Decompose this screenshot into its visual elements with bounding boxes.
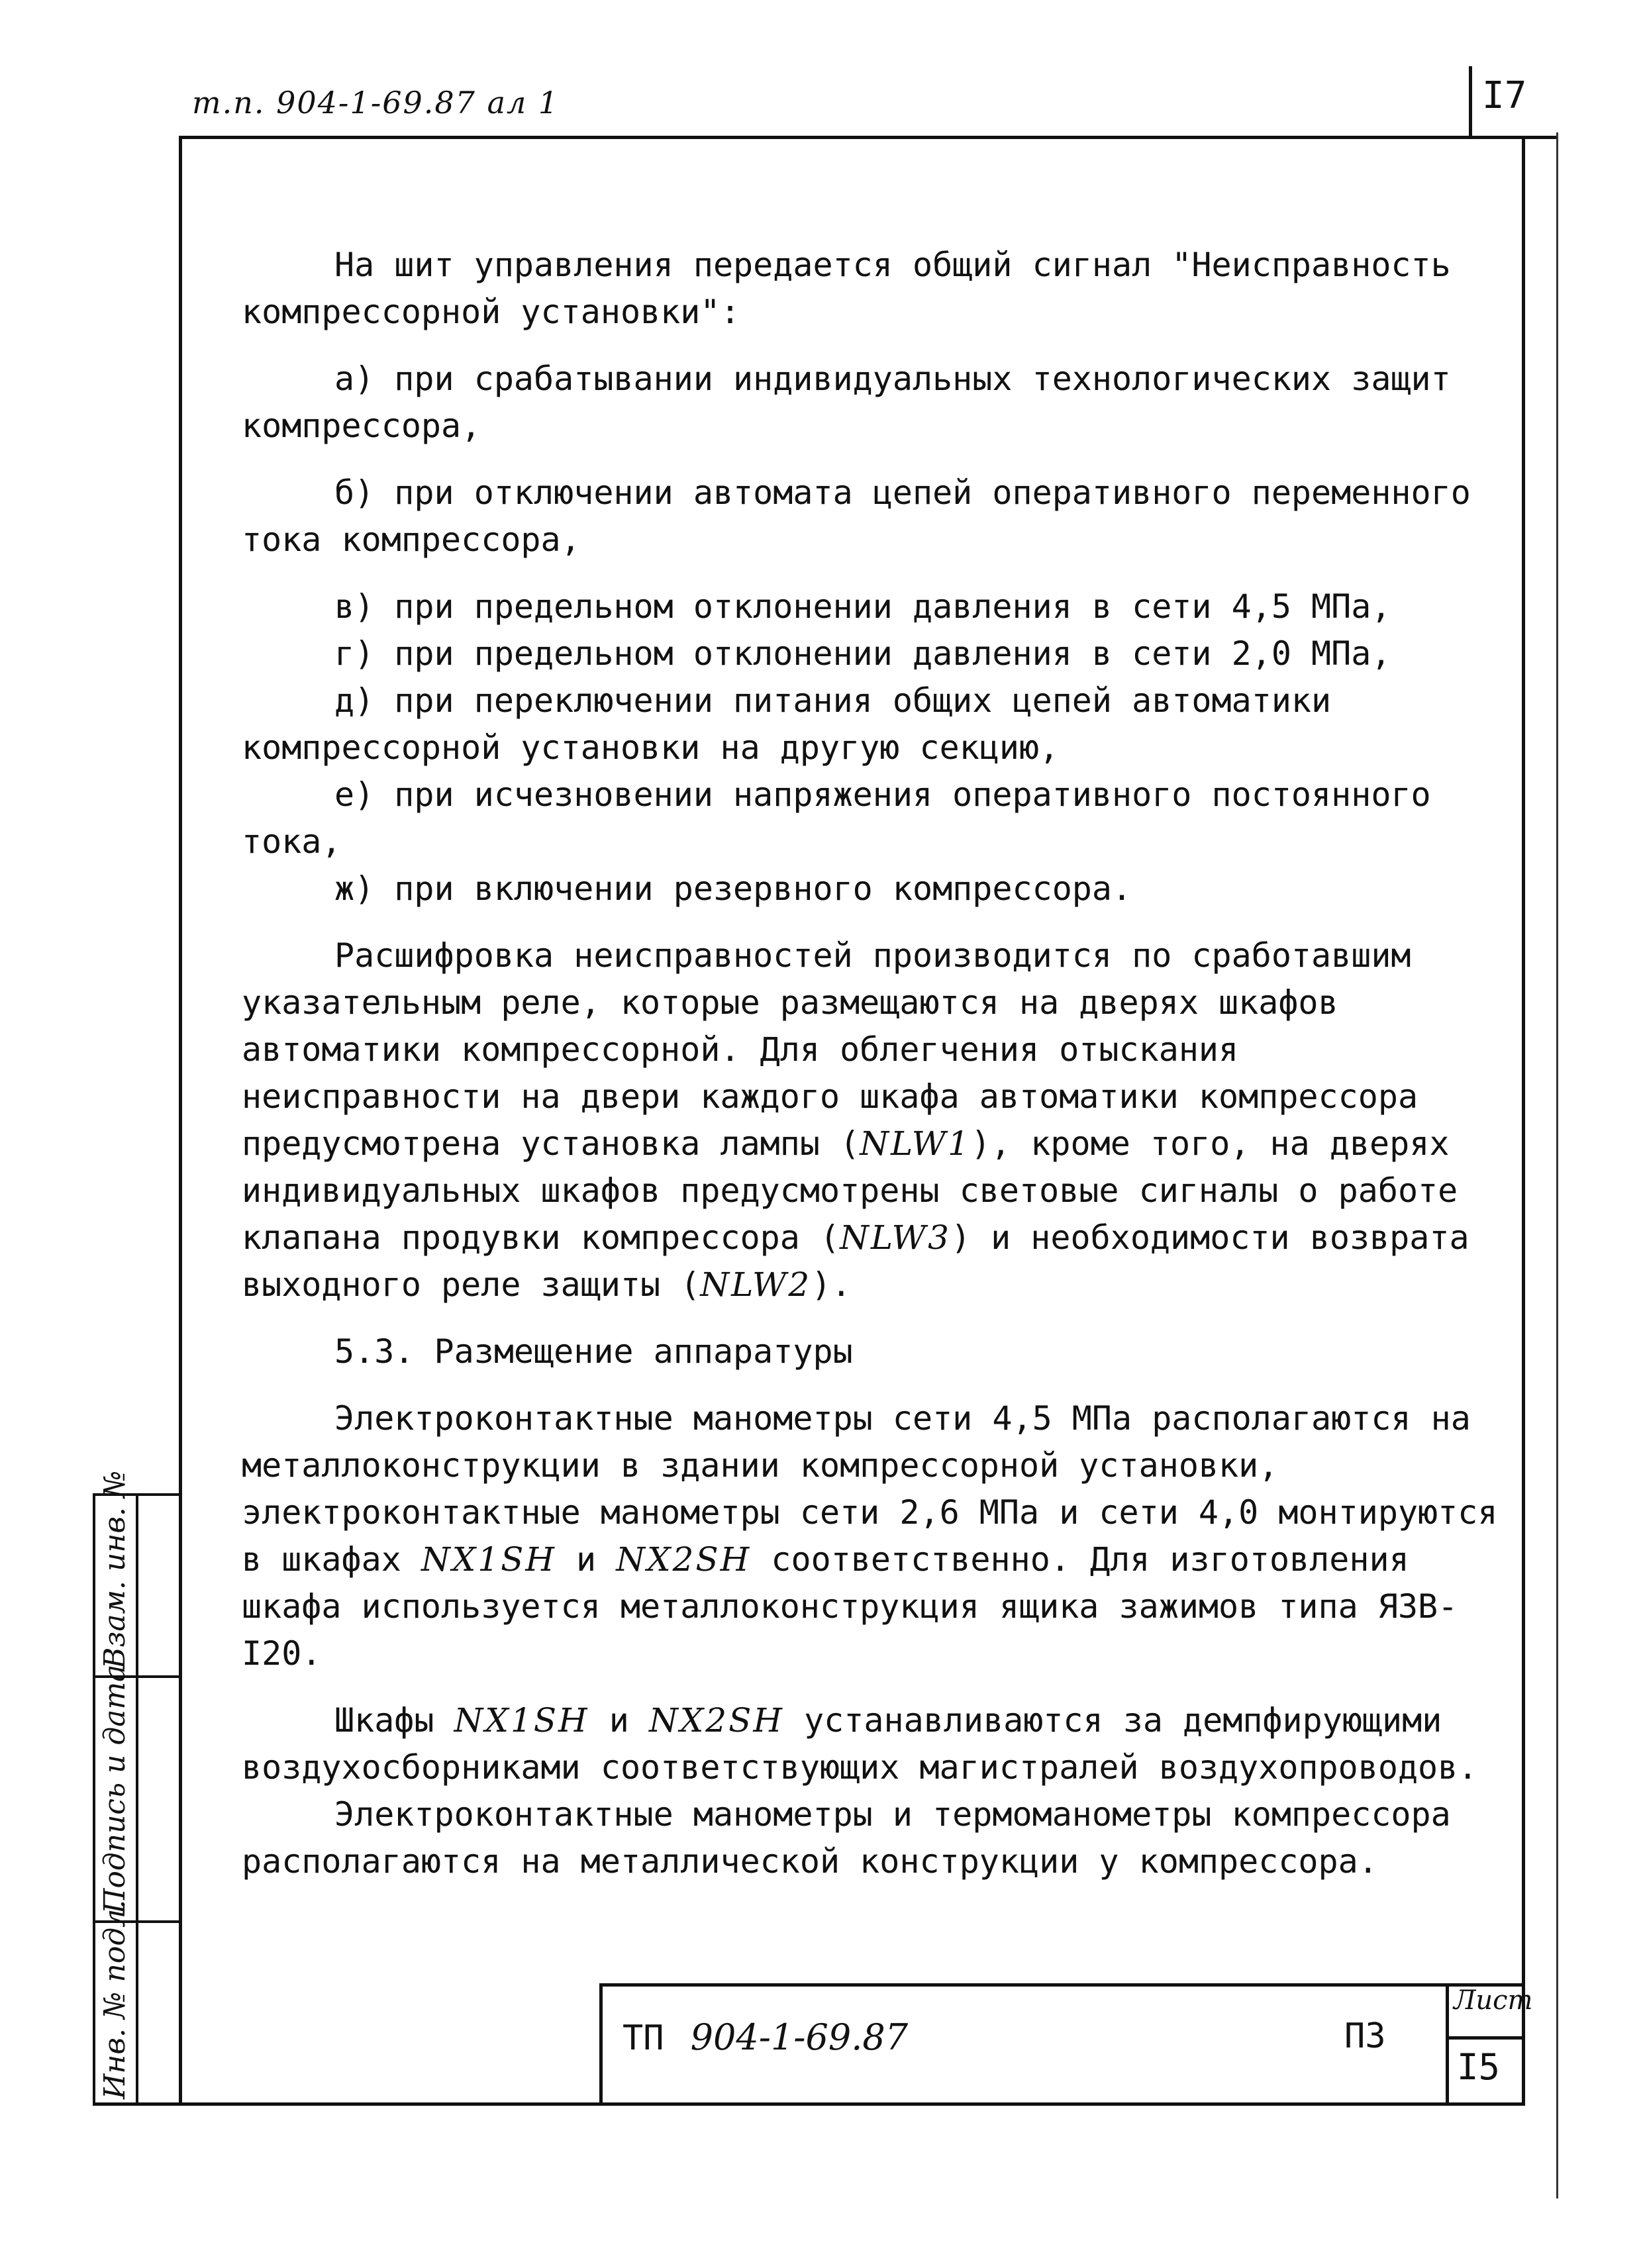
- list-item: б) при отключении автомата цепей оперативного переменного тока компрессора,: [242, 473, 1471, 559]
- list-item: г) при предельном отклонении давления в сети 2,0 МПа,: [334, 634, 1391, 673]
- text-run: устанавливаются за демпфирующими воздухосборниками соответствующих магистралей воздухопроводов.: [242, 1701, 1478, 1787]
- code-nlw2: NLW2: [700, 1265, 812, 1304]
- title-block-section: ПЗ: [1344, 2016, 1386, 2056]
- title-block-top-line: [599, 1983, 1525, 1987]
- document-body: [242, 242, 1500, 1885]
- list-item: ж) при включении резервного компрессора.: [334, 869, 1132, 908]
- paragraph-compressor-gauges: Электроконтактные манометры и термоманометры компрессора располагаются на металлической конструкции у компрессора.: [242, 1795, 1451, 1881]
- title-block-sheet-label: Лист: [1454, 1985, 1533, 2016]
- paragraph-signal-intro: На шит управления передается общий сигнал "Неисправность компрессорной установки":: [242, 246, 1451, 331]
- text-run: Шкафы: [334, 1701, 454, 1740]
- code-nx1sh: NX1SH: [454, 1701, 589, 1740]
- list-item: в) при предельном отклонении давления в сети 4,5 МПа,: [334, 587, 1391, 626]
- paragraph-manometers: [242, 1395, 1500, 1677]
- stamp-label-signature-date: Подпись и дата: [98, 1664, 132, 1914]
- code-nlw3: NLW3: [840, 1218, 951, 1257]
- stamp-label-inventory: Инв. № подл.: [98, 1899, 132, 2099]
- title-block-prefix: ТП: [622, 2018, 664, 2058]
- paragraph-cabinets: [242, 1697, 1500, 1791]
- text-run: соответственно. Для изготовления шкафа используется металлоконструкция ящика зажимов типа ЯЗВ-I20.: [242, 1540, 1458, 1673]
- text-run: Электроконтактные манометры сети 4,5 МПа располагаются на металлоконструкции в здании компрессорной установки, электроконтактные манометры сети 2,6 МПа и сети 4,0 монтируются в шкафах: [242, 1399, 1498, 1579]
- stamp-strip-column-line: [136, 1493, 138, 2106]
- code-nx2sh: NX2SH: [648, 1701, 784, 1740]
- title-block-code: [622, 2016, 908, 2058]
- title-block-sheet-divider: [1446, 1983, 1449, 2106]
- doc-code-header: т.п. 904-1-69.87 ал 1: [192, 85, 560, 121]
- text-run: ) и необходимости возврата выходного реле защиты (: [242, 1218, 1469, 1304]
- frame-right-border: [1522, 136, 1525, 2106]
- page-edge-line: [1556, 132, 1558, 2198]
- stamp-label-replacement-inventory: Взам. инв. №: [98, 1470, 132, 1669]
- title-block-sheet-hline: [1446, 2036, 1525, 2040]
- header-rule: [179, 136, 1556, 139]
- code-nx1sh: NX1SH: [421, 1540, 556, 1579]
- text-run: ).: [811, 1265, 852, 1304]
- title-block-left-line: [599, 1983, 603, 2106]
- section-heading: 5.3. Размещение аппаратуры: [334, 1332, 853, 1371]
- text-run: и: [556, 1540, 617, 1579]
- title-block-project-code: 904-1-69.87: [690, 2016, 909, 2058]
- list-item: е) при исчезновении напряжения оперативного постоянного тока,: [242, 775, 1431, 861]
- text-run: Расшифровка неисправностей производится по сработавшим указательным реле, которые размещаются на дверях шкафов автоматики компрессорной. Для облегчения отыскания неисправности на двери каждого шкафа автоматики компрессора предусмотрена установка лампы (: [242, 936, 1419, 1163]
- paragraph-fault-decoding: [242, 932, 1500, 1308]
- text-run: и: [589, 1701, 649, 1740]
- list-item: д) при переключении питания общих цепей автоматики компрессорной установки на другую секцию,: [242, 681, 1332, 767]
- frame-bottom-border: [93, 2102, 1525, 2106]
- title-block-sheet-number: I5: [1457, 2046, 1501, 2088]
- code-nx2sh: NX2SH: [616, 1540, 752, 1579]
- code-nlw1: NLW1: [860, 1124, 971, 1163]
- sheet-number-top: I7: [1482, 74, 1527, 117]
- list-item: а) при срабатывании индивидуальных технологических защит компрессора,: [242, 360, 1451, 445]
- text-run: ), кроме того, на дверях индивидуальных шкафов предусмотрены световые сигналы о работе клапана продувки компрессора (: [242, 1124, 1458, 1257]
